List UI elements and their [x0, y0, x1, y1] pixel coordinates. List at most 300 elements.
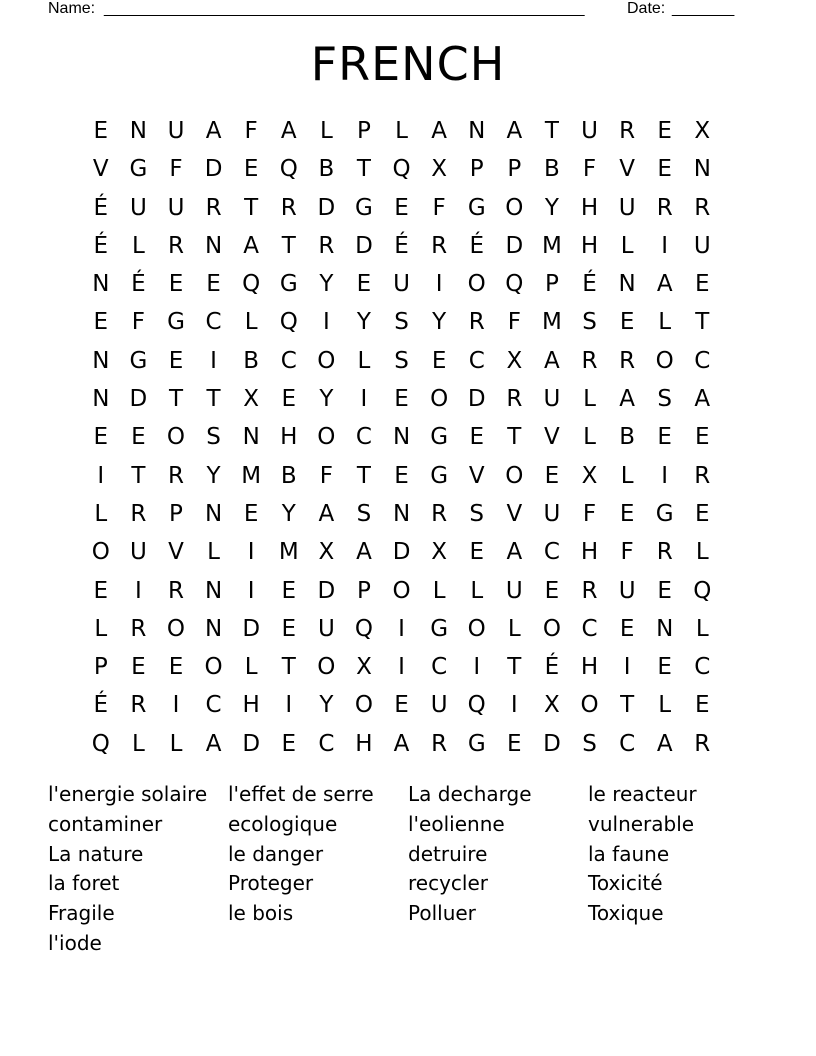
grid-cell: I — [398, 615, 405, 642]
grid-cell: C — [694, 654, 711, 681]
grid-cell: R — [431, 730, 448, 757]
grid-cell: H — [580, 232, 599, 259]
grid-cell: S — [469, 500, 485, 527]
word-list-item: La decharge — [408, 782, 532, 806]
grid-cell: M — [241, 462, 262, 489]
grid-cell: A — [356, 539, 372, 566]
word-list-item: detruire — [408, 841, 488, 866]
grid-cell: A — [280, 118, 297, 144]
grid-cell: R — [468, 309, 485, 336]
grid-cell: N — [92, 386, 110, 413]
grid-cell: L — [658, 692, 672, 719]
grid-cell: C — [619, 730, 636, 757]
grid-cell: R — [656, 194, 673, 221]
grid-cell: Q — [505, 271, 524, 298]
grid-cell: G — [467, 194, 486, 221]
grid-cell: O — [317, 654, 336, 681]
grid-cell: E — [619, 615, 635, 642]
grid-cell: A — [393, 730, 410, 757]
grid-cell: I — [247, 539, 255, 566]
word-list-item: la faune — [588, 841, 670, 866]
grid-cell: L — [207, 539, 220, 566]
grid-cell: G — [430, 615, 449, 642]
grid-cell: R — [431, 232, 448, 259]
word-list-item: l'energie solaire — [48, 782, 208, 806]
grid-cell: O — [91, 539, 110, 566]
grid-cell: I — [210, 347, 217, 374]
grid-cell: O — [505, 194, 524, 221]
grid-cell: O — [467, 271, 486, 298]
grid-cell: Q — [279, 309, 298, 336]
grid-cell: S — [206, 424, 221, 451]
grid-cell: R — [581, 347, 598, 374]
grid-cell: D — [543, 730, 561, 757]
date-line: _______ — [672, 0, 735, 17]
grid-cell: V — [506, 500, 523, 527]
grid-cell: G — [430, 462, 449, 489]
grid-cell: X — [431, 539, 448, 566]
grid-cell: A — [205, 730, 222, 757]
grid-cell: O — [317, 424, 336, 451]
grid-cell: B — [280, 462, 297, 489]
grid-cell: U — [430, 692, 448, 719]
grid-cell: V — [168, 539, 184, 566]
grid-cell: F — [169, 156, 183, 183]
grid-cell: S — [394, 309, 409, 336]
grid-cell: C — [431, 654, 448, 681]
grid-cell: Q — [467, 692, 486, 719]
grid-cell: E — [394, 194, 409, 221]
grid-cell: L — [169, 730, 183, 757]
grid-cell: E — [431, 347, 447, 374]
word-list-item: Proteger — [228, 871, 314, 896]
grid-cell: O — [505, 462, 524, 489]
grid-cell: G — [167, 309, 185, 336]
grid-cell: P — [169, 500, 183, 527]
grid-cell: R — [167, 577, 184, 604]
grid-cell: U — [393, 271, 410, 298]
grid-cell: E — [93, 577, 109, 604]
grid-cell: E — [281, 615, 297, 642]
grid-cell: R — [280, 194, 297, 221]
grid-cell: N — [468, 118, 486, 144]
word-list-item: Fragile — [48, 901, 115, 926]
grid-cell: R — [167, 462, 184, 489]
grid-cell: Q — [91, 730, 110, 757]
grid-cell: Y — [432, 309, 447, 336]
grid-cell: O — [354, 692, 373, 719]
grid-cell: Y — [319, 271, 334, 298]
grid-cell: N — [656, 615, 674, 642]
grid-cell: U — [167, 194, 185, 221]
grid-cell: L — [244, 654, 258, 681]
grid-cell: H — [280, 424, 298, 451]
grid-cell: R — [431, 500, 448, 527]
grid-cell: I — [661, 462, 669, 489]
grid-cell: P — [469, 156, 484, 183]
grid-cell: Y — [544, 194, 559, 221]
word-list-item: contaminer — [48, 811, 163, 836]
word-list-item: Toxicité — [588, 871, 663, 896]
grid-cell: R — [694, 194, 711, 221]
grid-cell: M — [278, 539, 299, 566]
word-list-item: vulnerable — [588, 811, 695, 836]
grid-cell: F — [432, 194, 446, 221]
grid-cell: G — [467, 730, 486, 757]
grid-cell: T — [131, 462, 146, 489]
grid-cell: G — [279, 271, 298, 298]
grid-cell: T — [281, 654, 296, 681]
word-list-item: Polluer — [408, 901, 476, 926]
grid-cell: E — [507, 730, 522, 757]
grid-cell: U — [167, 118, 185, 144]
grid-cell: I — [360, 386, 368, 413]
grid-cell: I — [435, 271, 443, 298]
grid-cell: E — [281, 386, 297, 413]
grid-cell: C — [468, 347, 485, 374]
grid-cell: T — [356, 462, 371, 489]
grid-cell: E — [168, 347, 184, 374]
grid-cell: R — [581, 577, 598, 604]
page-title: FRENCH — [310, 37, 506, 91]
grid-cell: L — [395, 118, 408, 144]
grid-cell: Q — [354, 615, 373, 642]
word-list-item: l'effet de serre — [228, 782, 374, 806]
grid-cell: N — [129, 118, 147, 144]
grid-cell: F — [244, 118, 258, 144]
grid-cell: E — [206, 271, 221, 298]
grid-cell: T — [620, 692, 635, 719]
grid-cell: E — [243, 500, 259, 527]
date-label: Date: — [627, 0, 666, 17]
grid-cell: X — [318, 539, 335, 566]
grid-cell: E — [695, 271, 710, 298]
word-list — [48, 780, 768, 959]
grid-cell: R — [506, 386, 523, 413]
word-list-item: l'iode — [48, 930, 102, 955]
grid-cell: R — [619, 118, 636, 144]
grid-cell: E — [168, 654, 184, 681]
grid-cell: E — [93, 424, 109, 451]
grid-cell: N — [693, 156, 711, 183]
grid-cell: T — [507, 424, 522, 451]
grid-cell: A — [544, 347, 560, 374]
grid-cell: E — [469, 539, 484, 566]
grid-cell: I — [285, 692, 293, 719]
grid-cell: X — [356, 654, 372, 681]
grid-cell: L — [94, 500, 108, 527]
grid-cell: L — [695, 539, 709, 566]
grid-cell: L — [432, 577, 446, 604]
grid-cell: U — [505, 577, 523, 604]
grid-cell: L — [470, 577, 484, 604]
grid-cell: P — [507, 156, 522, 183]
grid-cell: U — [693, 232, 711, 259]
grid-cell: I — [623, 654, 631, 681]
grid-cell: E — [657, 577, 672, 604]
grid-cell: É — [582, 271, 597, 298]
word-list-item: la foret — [48, 871, 120, 896]
grid-cell: Y — [319, 386, 334, 413]
grid-cell: H — [580, 194, 599, 221]
grid-cell: R — [130, 692, 147, 719]
grid-cell: C — [205, 309, 222, 336]
grid-cell: T — [695, 309, 710, 336]
grid-cell: N — [242, 424, 260, 451]
grid-cell: É — [544, 654, 560, 681]
grid-cell: N — [618, 271, 636, 298]
grid-cell: Q — [242, 271, 261, 298]
grid-cell: A — [619, 386, 635, 413]
grid-cell: T — [206, 386, 221, 413]
grid-cell: S — [657, 386, 672, 413]
grid-cell: E — [544, 462, 560, 489]
grid-cell: L — [583, 386, 596, 413]
grid-cell: D — [242, 730, 261, 757]
grid-cell: S — [394, 347, 409, 374]
grid-cell: U — [581, 118, 598, 144]
grid-cell: Y — [356, 309, 371, 336]
name-label: Name: — [48, 0, 96, 17]
grid-cell: E — [394, 462, 409, 489]
word-list-item: l'eolienne — [408, 811, 505, 836]
grid-cell: H — [580, 654, 599, 681]
grid-cell: L — [319, 118, 333, 144]
grid-cell: V — [544, 424, 560, 451]
grid-cell: U — [129, 194, 147, 221]
grid-cell: E — [131, 424, 146, 451]
grid-cell: F — [582, 500, 597, 527]
grid-cell: A — [205, 118, 222, 144]
grid-cell: D — [355, 232, 373, 259]
grid-cell: Y — [319, 692, 334, 719]
grid-cell: O — [166, 424, 186, 451]
grid-cell: U — [618, 194, 636, 221]
grid-cell: U — [317, 615, 335, 642]
grid-cell: I — [510, 692, 518, 719]
grid-cell: L — [131, 730, 145, 757]
grid-cell: C — [543, 539, 560, 566]
word-list-item: ecologique — [228, 811, 338, 836]
grid-cell: E — [657, 118, 672, 144]
grid-cell: G — [355, 194, 373, 221]
grid-cell: P — [357, 577, 371, 604]
grid-cell: E — [695, 500, 710, 527]
grid-cell: L — [695, 615, 709, 642]
grid-cell: F — [620, 539, 634, 566]
grid-cell: T — [356, 156, 371, 183]
grid-cell: Q — [693, 577, 712, 604]
grid-cell: E — [469, 424, 484, 451]
grid-cell: R — [205, 194, 222, 221]
grid-cell: L — [583, 424, 596, 451]
grid-cell: Q — [392, 156, 411, 183]
grid-cell: X — [581, 462, 598, 489]
grid-cell: F — [582, 156, 597, 183]
grid-cell: O — [655, 347, 674, 374]
word-list-item: La nature — [48, 841, 144, 866]
grid-cell: X — [243, 386, 260, 413]
grid-cell: I — [172, 692, 180, 719]
grid-cell: A — [243, 232, 260, 259]
word-list-item: le bois — [228, 901, 294, 926]
grid-cell: P — [357, 118, 371, 144]
grid-cell: N — [204, 500, 223, 527]
grid-cell: G — [129, 347, 148, 374]
grid-cell: T — [544, 118, 559, 144]
grid-cell: D — [317, 577, 336, 604]
grid-cell: H — [355, 730, 373, 757]
grid-cell: E — [657, 424, 672, 451]
header — [48, 0, 748, 18]
grid-cell: E — [356, 271, 372, 298]
grid-cell: E — [619, 500, 635, 527]
grid-cell: N — [204, 615, 223, 642]
grid-cell: U — [543, 500, 561, 527]
grid-cell: V — [92, 156, 109, 183]
grid-cell: I — [134, 577, 142, 604]
grid-cell: T — [507, 654, 522, 681]
grid-cell: O — [317, 347, 336, 374]
grid-cell: L — [658, 309, 672, 336]
grid-cell: A — [694, 386, 711, 413]
grid-cell: M — [541, 232, 562, 259]
grid-cell: E — [168, 271, 184, 298]
grid-cell: U — [129, 539, 147, 566]
grid-cell: E — [394, 692, 409, 719]
grid-cell: É — [93, 194, 109, 221]
grid-cell: C — [581, 615, 598, 642]
grid-cell: O — [542, 615, 561, 642]
word-list-item: le reacteur — [588, 782, 697, 806]
grid-cell: É — [93, 692, 109, 719]
grid-cell: E — [619, 309, 635, 336]
grid-cell: D — [505, 232, 524, 259]
grid-cell: Y — [206, 462, 221, 489]
grid-cell: P — [544, 271, 559, 298]
grid-cell: N — [392, 424, 411, 451]
grid-cell: É — [394, 232, 409, 259]
grid-cell: X — [544, 692, 560, 719]
grid-cell: É — [131, 271, 146, 298]
grid-cell: H — [242, 692, 260, 719]
grid-cell: N — [204, 232, 223, 259]
grid-cell: U — [543, 386, 561, 413]
grid-cell: L — [94, 615, 108, 642]
grid-cell: I — [661, 232, 669, 259]
grid-cell: F — [131, 309, 145, 336]
grid-cell: T — [168, 386, 184, 413]
grid-cell: A — [318, 500, 335, 527]
grid-cell: E — [695, 692, 710, 719]
grid-cell: Y — [281, 500, 296, 527]
grid-cell: E — [131, 654, 146, 681]
grid-cell: O — [430, 386, 449, 413]
grid-cell: P — [93, 654, 108, 681]
grid-cell: C — [280, 347, 297, 374]
grid-cell: R — [130, 615, 147, 642]
grid-cell: V — [619, 156, 635, 183]
grid-cell: I — [398, 654, 405, 681]
grid-cell: D — [204, 156, 223, 183]
grid-cell: C — [355, 424, 372, 451]
grid-cell: H — [580, 539, 599, 566]
grid-cell: E — [281, 577, 297, 604]
grid-cell: O — [392, 577, 411, 604]
grid-cell: B — [243, 347, 260, 374]
grid-cell: E — [243, 156, 259, 183]
grid-cell: T — [281, 232, 296, 259]
grid-cell: F — [319, 462, 333, 489]
grid-cell: L — [244, 309, 258, 336]
grid-cell: A — [656, 730, 673, 757]
word-list-item: Toxique — [588, 901, 664, 926]
grid-cell: Q — [279, 156, 298, 183]
grid-cell: L — [507, 615, 521, 642]
grid-cell: E — [93, 309, 109, 336]
grid-cell: I — [247, 577, 255, 604]
grid-cell: R — [694, 730, 711, 757]
grid-cell: O — [580, 692, 599, 719]
grid-cell: S — [582, 309, 597, 336]
grid-cell: L — [620, 462, 634, 489]
grid-cell: C — [694, 347, 711, 374]
grid-cell: C — [205, 692, 222, 719]
grid-cell: E — [394, 386, 409, 413]
grid-cell: D — [467, 386, 486, 413]
grid-cell: E — [657, 654, 672, 681]
grid-cell: I — [97, 462, 105, 489]
grid-cell: I — [473, 654, 481, 681]
grid-cell: G — [655, 500, 674, 527]
grid-cell: R — [694, 462, 711, 489]
grid-cell: N — [392, 500, 411, 527]
grid-cell: R — [619, 347, 636, 374]
grid-cell: E — [695, 424, 710, 451]
grid-cell: G — [129, 156, 148, 183]
grid-cell: O — [204, 654, 223, 681]
grid-cell: N — [204, 577, 223, 604]
grid-cell: C — [318, 730, 335, 757]
grid-cell: A — [431, 118, 447, 144]
grid-cell: M — [541, 309, 562, 336]
grid-cell: A — [656, 271, 673, 298]
grid-cell: R — [318, 232, 335, 259]
name-line: ______________________________________________________ — [104, 0, 585, 17]
grid-cell: D — [242, 615, 261, 642]
grid-cell: D — [392, 539, 411, 566]
grid-cell: S — [356, 500, 372, 527]
grid-cell: D — [129, 386, 148, 413]
grid-cell: N — [92, 347, 110, 374]
grid-cell: L — [357, 347, 371, 374]
grid-cell: O — [467, 615, 486, 642]
grid-cell: U — [618, 577, 636, 604]
grid-cell: B — [619, 424, 635, 451]
grid-cell: F — [507, 309, 521, 336]
grid-cell: B — [544, 156, 560, 183]
grid-cell: O — [166, 615, 186, 642]
grid-cell: X — [431, 156, 448, 183]
grid-cell: V — [468, 462, 485, 489]
word-list-item: recycler — [408, 871, 488, 896]
grid-cell: D — [317, 194, 336, 221]
grid-cell: É — [93, 232, 109, 259]
grid-cell: N — [92, 271, 110, 298]
grid-cell: A — [506, 539, 523, 566]
grid-cell: É — [469, 232, 484, 259]
letter-grid — [82, 112, 721, 763]
